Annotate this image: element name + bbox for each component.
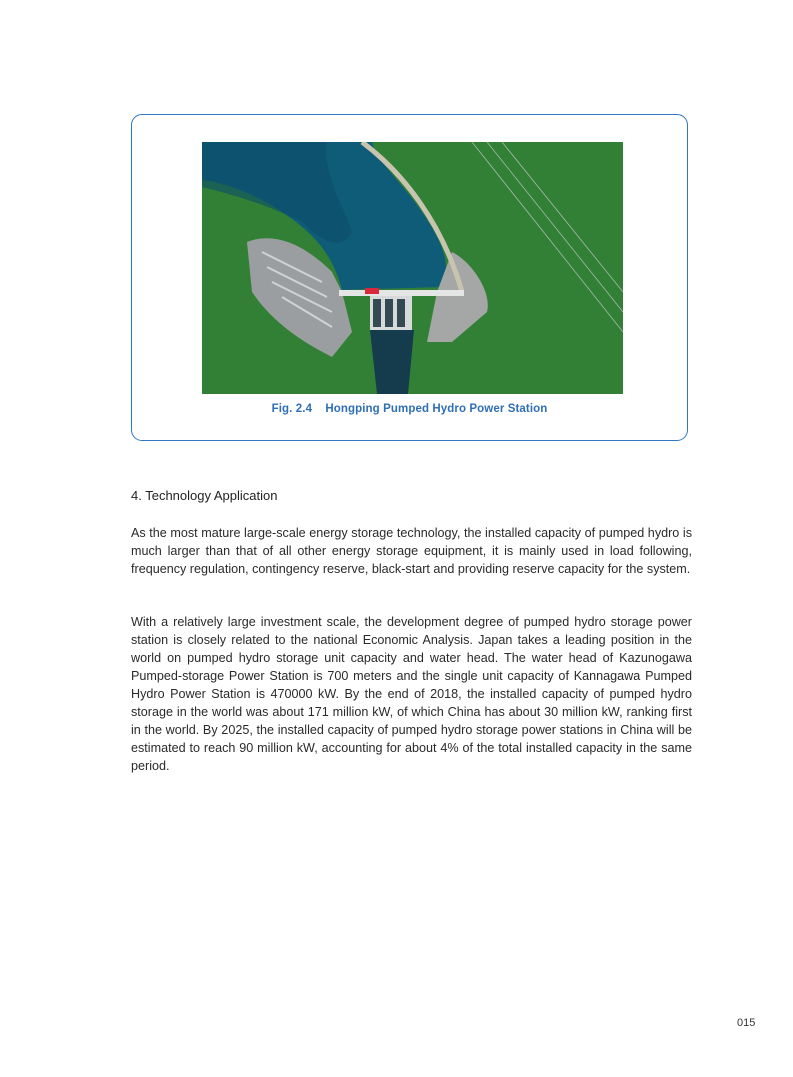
body-paragraph-2: With a relatively large investment scale, the development degree of pumped hydro storage power station is closely related to the national Economic Analysis. Japan takes a leading position in the world on pumped hydro storage unit capacity and water head. The water head of Kazunogawa Pumped-storage Power Station is 700 meters and the single unit capacity of Kannagawa Pumped Hydro Power Station is 470000 kW. By the end of 2018, the installed capacity of pumped hydro storage in the world was about 171 million kW, of which China has about 30 million kW, ranking first in the world. By 2025, the installed capacity of pumped hydro storage power stations in China will be estimated to reach 90 million kW, accounting for about 4% of the total installed capacity in the same period.: [131, 615, 692, 773]
body-paragraph-1: As the most mature large-scale energy storage technology, the installed capacity of pumped hydro is much larger than that of all other energy storage equipment, it is mainly used in load following, frequency regulation, contingency reserve, black-start and providing reserve capacity for the system.: [131, 526, 692, 576]
dam-aerial-photo: [202, 142, 623, 394]
figure-title: Hongping Pumped Hydro Power Station: [325, 403, 548, 415]
section-heading: 4. Technology Application: [131, 488, 278, 503]
page-number: 015: [737, 1017, 756, 1029]
figure-caption: [132, 403, 687, 415]
figure-number: Fig. 2.4: [271, 403, 313, 415]
dam-photo-illustration: [202, 142, 623, 394]
figure-box: [131, 114, 688, 441]
